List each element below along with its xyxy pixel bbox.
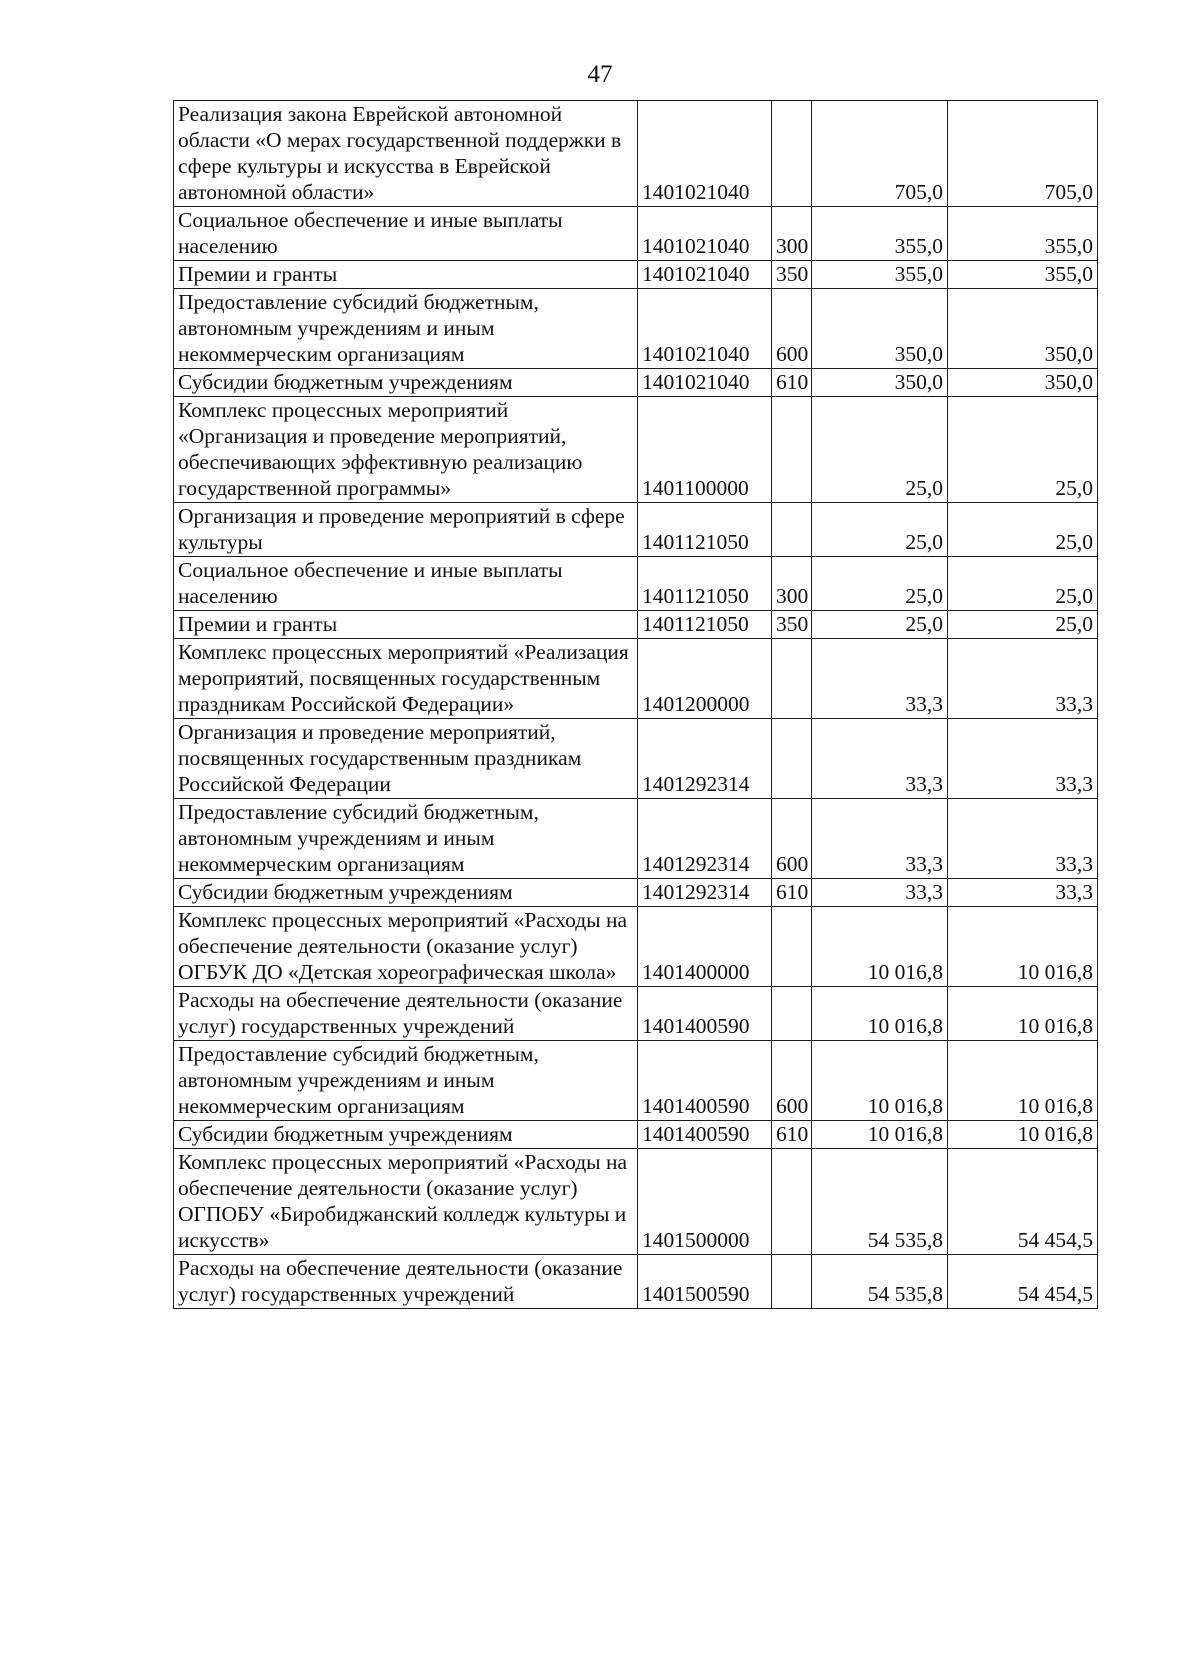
- expense-type-code-cell: 300: [772, 557, 812, 611]
- amount-year-2-cell: 54 454,5: [948, 1149, 1098, 1255]
- amount-year-2-cell: 355,0: [948, 207, 1098, 261]
- target-article-code-cell: 1401500590: [638, 1255, 772, 1309]
- table-row: [174, 879, 1098, 907]
- target-article-code-cell: 1401292314: [638, 799, 772, 879]
- amount-year-2-cell: 705,0: [948, 101, 1098, 207]
- expense-name-cell: Комплекс процессных мероприятий «Реализация мероприятий, посвященных государственным праздникам Российской Федерации»: [174, 639, 638, 719]
- expense-name-cell: Премии и гранты: [174, 611, 638, 639]
- target-article-code-cell: 1401400590: [638, 987, 772, 1041]
- amount-year-2-cell: 33,3: [948, 879, 1098, 907]
- table-row: [174, 289, 1098, 369]
- expense-type-code-cell: 610: [772, 369, 812, 397]
- target-article-code-cell: 1401292314: [638, 719, 772, 799]
- expense-name-cell: Комплекс процессных мероприятий «Расходы на обеспечение деятельности (оказание услуг) ОГПОБУ «Биробиджанский колледж культуры и искусств»: [174, 1149, 638, 1255]
- target-article-code-cell: 1401021040: [638, 207, 772, 261]
- expense-name-cell: Комплекс процессных мероприятий «Организация и проведение мероприятий, обеспечивающих эффективную реализацию государственной программы»: [174, 397, 638, 503]
- amount-year-2-cell: 10 016,8: [948, 1041, 1098, 1121]
- amount-year-1-cell: 10 016,8: [812, 907, 948, 987]
- expense-type-code-cell: 600: [772, 289, 812, 369]
- amount-year-2-cell: 10 016,8: [948, 1121, 1098, 1149]
- target-article-code-cell: 1401121050: [638, 557, 772, 611]
- expense-name-cell: Субсидии бюджетным учреждениям: [174, 879, 638, 907]
- target-article-code-cell: 1401200000: [638, 639, 772, 719]
- expense-name-cell: Предоставление субсидий бюджетным, автономным учреждениям и иным некоммерческим организациям: [174, 799, 638, 879]
- amount-year-2-cell: 350,0: [948, 289, 1098, 369]
- expense-name-cell: Расходы на обеспечение деятельности (оказание услуг) государственных учреждений: [174, 987, 638, 1041]
- amount-year-1-cell: 705,0: [812, 101, 948, 207]
- expense-name-cell: Организация и проведение мероприятий, посвященных государственным праздникам Российской Федерации: [174, 719, 638, 799]
- table-row: [174, 907, 1098, 987]
- target-article-code-cell: 1401500000: [638, 1149, 772, 1255]
- expense-type-code-cell: 600: [772, 799, 812, 879]
- table-row: [174, 557, 1098, 611]
- amount-year-2-cell: 54 454,5: [948, 1255, 1098, 1309]
- expense-type-code-cell: [772, 719, 812, 799]
- amount-year-2-cell: 10 016,8: [948, 987, 1098, 1041]
- amount-year-2-cell: 33,3: [948, 639, 1098, 719]
- expense-type-code-cell: 350: [772, 611, 812, 639]
- table-row: [174, 1041, 1098, 1121]
- target-article-code-cell: 1401400590: [638, 1041, 772, 1121]
- expense-type-code-cell: 300: [772, 207, 812, 261]
- amount-year-1-cell: 10 016,8: [812, 1041, 948, 1121]
- amount-year-1-cell: 33,3: [812, 799, 948, 879]
- target-article-code-cell: 1401021040: [638, 101, 772, 207]
- amount-year-1-cell: 25,0: [812, 503, 948, 557]
- table-row: [174, 799, 1098, 879]
- expense-type-code-cell: [772, 907, 812, 987]
- expense-type-code-cell: [772, 101, 812, 207]
- expense-type-code-cell: [772, 397, 812, 503]
- amount-year-1-cell: 25,0: [812, 397, 948, 503]
- table-row: [174, 261, 1098, 289]
- table-row: [174, 639, 1098, 719]
- expense-name-cell: Реализация закона Еврейской автономной области «О мерах государственной поддержки в сфере культуры и искусства в Еврейской автономной области»: [174, 101, 638, 207]
- expense-type-code-cell: [772, 639, 812, 719]
- target-article-code-cell: 1401121050: [638, 503, 772, 557]
- expense-type-code-cell: [772, 1255, 812, 1309]
- expense-name-cell: Социальное обеспечение и иные выплаты населению: [174, 557, 638, 611]
- expense-type-code-cell: 350: [772, 261, 812, 289]
- target-article-code-cell: 1401021040: [638, 261, 772, 289]
- table-row: [174, 101, 1098, 207]
- expense-name-cell: Комплекс процессных мероприятий «Расходы на обеспечение деятельности (оказание услуг) ОГБУК ДО «Детская хореографическая школа»: [174, 907, 638, 987]
- expense-type-code-cell: [772, 503, 812, 557]
- table-row: [174, 503, 1098, 557]
- amount-year-1-cell: 54 535,8: [812, 1255, 948, 1309]
- expense-name-cell: Субсидии бюджетным учреждениям: [174, 369, 638, 397]
- amount-year-1-cell: 33,3: [812, 639, 948, 719]
- page-number: 47: [587, 61, 613, 88]
- amount-year-1-cell: 355,0: [812, 261, 948, 289]
- expense-name-cell: Организация и проведение мероприятий в сфере культуры: [174, 503, 638, 557]
- amount-year-1-cell: 355,0: [812, 207, 948, 261]
- amount-year-2-cell: 25,0: [948, 611, 1098, 639]
- table-row: [174, 1121, 1098, 1149]
- table-row: [174, 611, 1098, 639]
- expense-type-code-cell: [772, 1149, 812, 1255]
- table-row: [174, 1149, 1098, 1255]
- expense-type-code-cell: 610: [772, 1121, 812, 1149]
- expense-name-cell: Субсидии бюджетным учреждениям: [174, 1121, 638, 1149]
- budget-table: [173, 100, 1098, 1309]
- amount-year-1-cell: 33,3: [812, 879, 948, 907]
- expense-name-cell: Социальное обеспечение и иные выплаты населению: [174, 207, 638, 261]
- table-row: [174, 369, 1098, 397]
- target-article-code-cell: 1401292314: [638, 879, 772, 907]
- amount-year-2-cell: 25,0: [948, 397, 1098, 503]
- amount-year-2-cell: 350,0: [948, 369, 1098, 397]
- amount-year-2-cell: 33,3: [948, 799, 1098, 879]
- amount-year-1-cell: 10 016,8: [812, 987, 948, 1041]
- expense-name-cell: Премии и гранты: [174, 261, 638, 289]
- table-row: [174, 397, 1098, 503]
- target-article-code-cell: 1401400590: [638, 1121, 772, 1149]
- target-article-code-cell: 1401021040: [638, 369, 772, 397]
- target-article-code-cell: 1401021040: [638, 289, 772, 369]
- table-row: [174, 1255, 1098, 1309]
- target-article-code-cell: 1401100000: [638, 397, 772, 503]
- amount-year-2-cell: 10 016,8: [948, 907, 1098, 987]
- budget-table-body: [174, 101, 1098, 1309]
- amount-year-1-cell: 54 535,8: [812, 1149, 948, 1255]
- target-article-code-cell: 1401400000: [638, 907, 772, 987]
- table-row: [174, 719, 1098, 799]
- amount-year-1-cell: 25,0: [812, 611, 948, 639]
- amount-year-1-cell: 10 016,8: [812, 1121, 948, 1149]
- table-row: [174, 207, 1098, 261]
- amount-year-1-cell: 33,3: [812, 719, 948, 799]
- expense-name-cell: Предоставление субсидий бюджетным, автономным учреждениям и иным некоммерческим организациям: [174, 1041, 638, 1121]
- table-row: [174, 987, 1098, 1041]
- expense-type-code-cell: 610: [772, 879, 812, 907]
- expense-name-cell: Расходы на обеспечение деятельности (оказание услуг) государственных учреждений: [174, 1255, 638, 1309]
- amount-year-2-cell: 33,3: [948, 719, 1098, 799]
- amount-year-1-cell: 350,0: [812, 369, 948, 397]
- expense-type-code-cell: [772, 987, 812, 1041]
- amount-year-2-cell: 25,0: [948, 557, 1098, 611]
- amount-year-2-cell: 25,0: [948, 503, 1098, 557]
- expense-type-code-cell: 600: [772, 1041, 812, 1121]
- amount-year-1-cell: 25,0: [812, 557, 948, 611]
- expense-name-cell: Предоставление субсидий бюджетным, автономным учреждениям и иным некоммерческим организациям: [174, 289, 638, 369]
- amount-year-1-cell: 350,0: [812, 289, 948, 369]
- target-article-code-cell: 1401121050: [638, 611, 772, 639]
- amount-year-2-cell: 355,0: [948, 261, 1098, 289]
